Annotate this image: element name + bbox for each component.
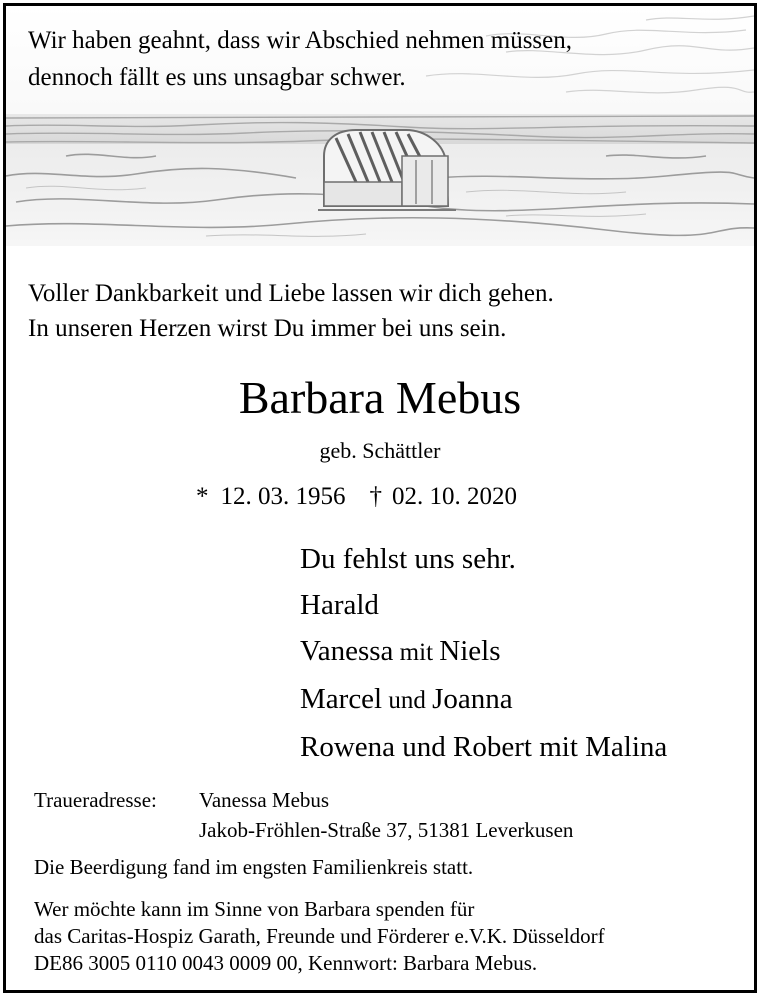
motto-line: dennoch fällt es uns unsagbar schwer. (28, 64, 406, 91)
motto (28, 22, 572, 96)
donation-line: das Caritas-Hospiz Garath, Freunde und Förderer e.V.K. Düsseldorf (34, 924, 605, 948)
death-cross-icon: † (369, 483, 382, 510)
intro-line: Voller Dankbarkeit und Liebe lassen wir dich gehen. (28, 280, 554, 307)
deceased-name: Barbara Mebus (238, 372, 522, 423)
intro-text (28, 276, 554, 346)
family-member: Harald (300, 589, 379, 621)
donation-line: Wer möchte kann im Sinne von Barbara spenden für (34, 897, 475, 921)
birth-star-icon: * (196, 483, 209, 510)
address-street: Jakob-Fröhlen-Straße 37, 51381 Leverkusen (199, 818, 574, 842)
birth-date: 12. 03. 1956 (220, 483, 346, 510)
intro-line: In unseren Herzen wirst Du immer bei uns sein. (28, 315, 507, 342)
life-dates (196, 480, 517, 514)
motto-line: Wir haben geahnt, dass wir Abschied nehmen müssen, (28, 27, 573, 54)
death-date: 02. 10. 2020 (392, 483, 517, 510)
funeral-note: Die Beerdigung fand im engsten Familienkreis statt. (34, 855, 474, 879)
family-signatures (300, 536, 667, 770)
address-name: Vanessa Mebus (199, 788, 330, 812)
basket-chair-icon (318, 130, 456, 210)
family-message: Du fehlst uns sehr. (300, 543, 516, 575)
donation-line: DE86 3005 0110 0043 0009 00, Kennwort: Barbara Mebus. (34, 951, 538, 975)
mourning-address (199, 785, 573, 845)
family-member: Marcel und Joanna (300, 683, 513, 715)
family-member: Vanessa mit Niels (300, 635, 501, 667)
birth-name: geb. Schättler (319, 438, 441, 463)
obituary-card (3, 3, 757, 993)
donation-note (34, 896, 605, 977)
address-label: Traueradresse: (34, 788, 157, 812)
family-member: Rowena und Robert mit Malina (300, 731, 668, 763)
